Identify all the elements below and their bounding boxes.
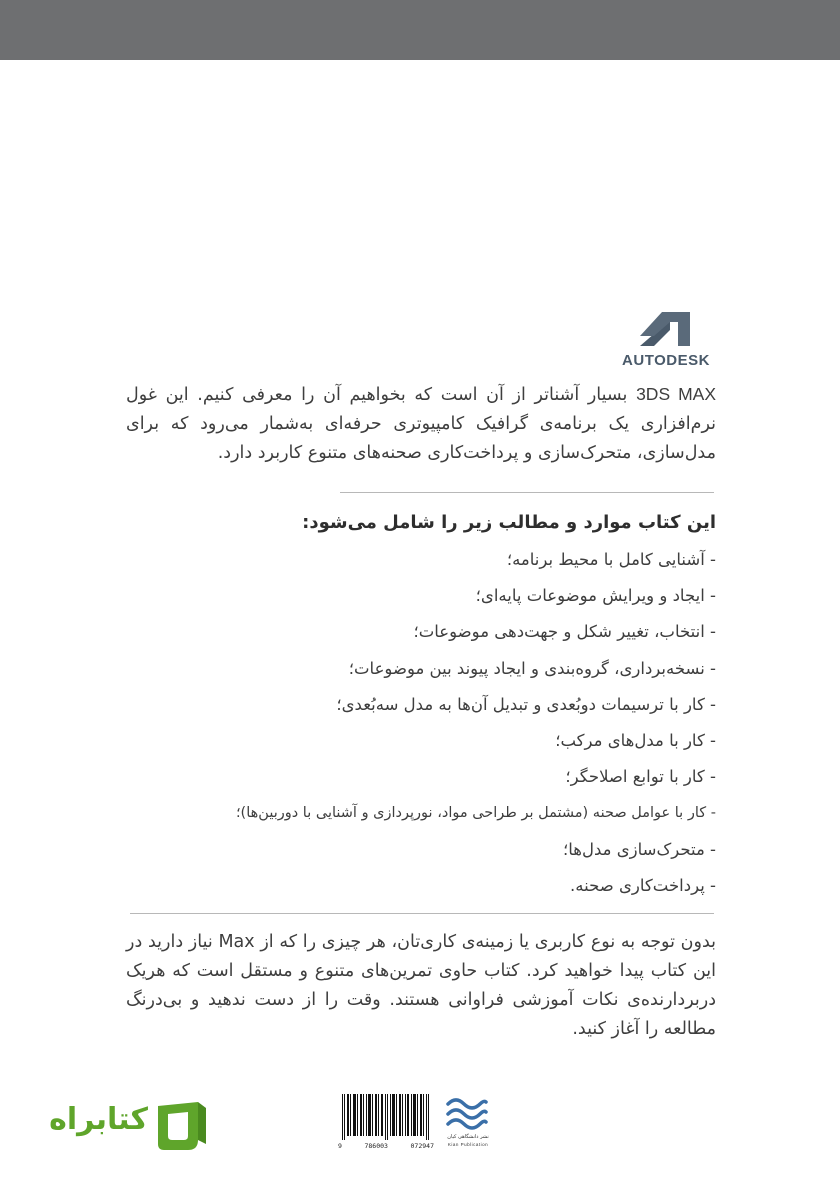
barcode-digits [336,1142,436,1150]
list-item: - کار با مدل‌های مرکب؛ [555,730,716,750]
publisher-name-latin: Kian Publication [447,1142,489,1147]
barcode [336,1092,436,1154]
barcode-digit-group: 9 [338,1142,342,1150]
ketabrah-wordmark: کتابراه [49,1102,148,1137]
list-item: - آشنایی کامل با محیط برنامه؛ [506,550,716,569]
list-item: - کار با توابع اصلاحگر؛ [565,767,716,787]
publisher-name: نشر دانشگاهی کیان [447,1134,489,1140]
autodesk-logo [614,312,718,372]
divider [340,492,714,493]
intro-lead: 3DS MAX [636,384,717,404]
top-band [0,0,840,60]
autodesk-wordmark: AUTODESK [622,352,710,369]
kian-publisher-icon [444,1094,490,1132]
topic-list [116,546,716,908]
outro-paragraph: بدون توجه به نوع کاربری یا زمینه‌ی کاری‌تان، هر چیزی را که از Max نیاز دارید در این کتاب پیدا خواهید کرد. کتاب حاوی تمرین‌های متنوع و مستقل است که هریک دربردارنده‌ی نکات آموزشی فراوانی هستند. وقت را از دست ندهید و بی‌درنگ مطالعه را آغاز کنید. [126,932,717,1039]
list-item: - پرداخت‌کاری صحنه. [570,875,716,895]
barcode-icon [338,1094,434,1140]
list-item: - متحرک‌سازی مدل‌ها؛ [563,839,716,859]
ketabrah-icon [152,1100,210,1152]
intro-paragraph [126,380,716,468]
list-item: - ایجاد و ویرایش موضوعات پایه‌ای؛ [475,586,716,606]
ketabrah-logo [40,1098,220,1158]
barcode-digit-group: 786003 [364,1142,388,1150]
list-item: - کار با ترسیمات دوبُعدی و تبدیل آن‌ها به مدل سه‌بُعدی؛ [336,694,716,714]
barcode-digit-group: 072947 [410,1142,434,1150]
autodesk-icon [640,312,690,346]
publisher-logo [440,1094,496,1152]
intro-text: بسیار آشناتر از آن است که بخواهیم آن را معرفی کنیم. این غول نرم‌افزاری یک برنامه‌ی گرافیک کامپیوتری حرفه‌ای به‌شمار می‌رود که برای مدل‌سازی، متحرک‌سازی و پرداخت‌کاری صحنه‌های متنوع کاربرد دارد. [126,385,716,463]
contents-heading: این کتاب موارد و مطالب زیر را شامل می‌شود: [302,512,716,533]
divider [130,913,714,914]
list-item: - نسخه‌برداری، گروه‌بندی و ایجاد پیوند بین موضوعات؛ [348,658,716,678]
list-item: - انتخاب، تغییر شکل و جهت‌دهی موضوعات؛ [413,622,716,642]
list-item: - کار با عوامل صحنه (مشتمل بر طراحی مواد، نورپردازی و آشنایی با دوربین‌ها)؛ [235,805,716,822]
